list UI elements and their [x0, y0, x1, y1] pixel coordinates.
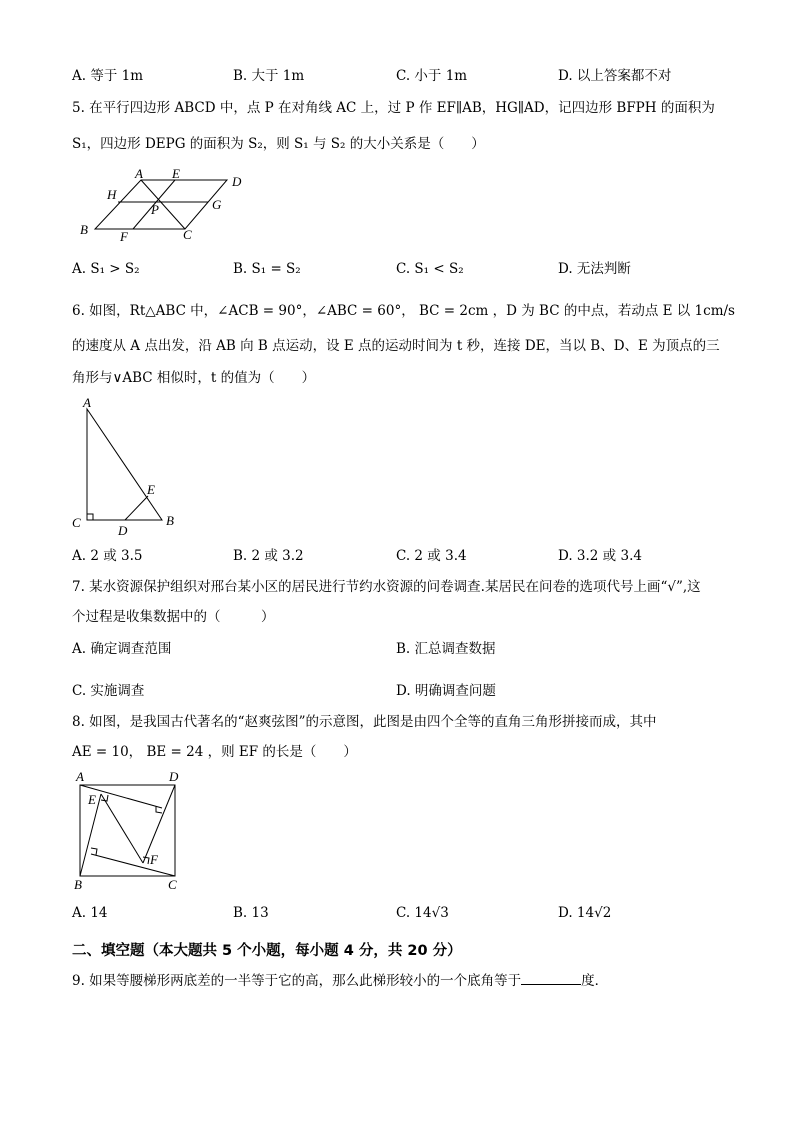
q5-label-h: H [107, 187, 117, 202]
q5-label-d: D [232, 174, 242, 189]
q7-option-a: A. 确定调查范围 [72, 641, 172, 657]
q8-label-a: A [76, 769, 84, 784]
q5-label-f: F [120, 229, 128, 244]
q8-option-d: D. 14√2 [558, 905, 612, 921]
q9-stem-before: 9. 如果等腰梯形两底差的一半等于它的高，那么此梯形较小的一个底角等于 [72, 973, 522, 989]
q8-option-c: C. 14√3 [396, 905, 449, 921]
q5-option-c: C. S₁ < S₂ [396, 261, 464, 277]
q5-label-b: B [80, 222, 88, 237]
q9-answer-blank [521, 972, 581, 985]
q5-option-b: B. S₁ = S₂ [233, 261, 301, 277]
q5-label-p: P [151, 202, 159, 217]
q8-label-e: E [88, 792, 96, 807]
q6-option-c: C. 2 或 3.4 [396, 548, 467, 564]
q8-option-b: B. 13 [233, 905, 269, 921]
q5-label-g: G [212, 197, 222, 212]
q4-option-d: D. 以上答案都不对 [558, 68, 672, 84]
q7-stem-line2: 个过程是收集数据中的（ ） [72, 609, 275, 625]
q4-option-c: C. 小于 1m [396, 68, 468, 84]
q6-option-a: A. 2 或 3.5 [72, 548, 143, 564]
q5-label-c: C [183, 227, 192, 242]
q8-stem-line2: AE = 10， BE = 24 ，则 EF 的长是（ ） [72, 744, 357, 760]
q8-label-b: B [74, 877, 82, 892]
q7-option-b: B. 汇总调查数据 [396, 641, 496, 657]
q8-zhaoshuang-figure [70, 768, 190, 893]
q5-option-a: A. S₁ > S₂ [72, 261, 140, 277]
q5-label-a: A [135, 166, 143, 181]
q6-label-d: D [118, 523, 128, 538]
q9-stem [72, 972, 608, 990]
q8-stem-line1: 8. 如图，是我国古代著名的“赵爽弦图”的示意图，此图是由四个全等的直角三角形拼接而成，其中 [72, 714, 657, 730]
q7-option-c: C. 实施调查 [72, 683, 145, 699]
q5-stem-line1: 5. 在平行四边形 ABCD 中，点 P 在对角线 AC 上，过 P 作 EF∥AB，HG∥AD，记四边形 BFPH 的面积为 [72, 100, 715, 116]
q6-triangle-figure [70, 395, 190, 540]
q5-stem-line2: S₁，四边形 DEPG 的面积为 S₂，则 S₁ 与 S₂ 的大小关系是（ ） [72, 136, 485, 152]
q7-option-d: D. 明确调查问题 [396, 683, 496, 699]
q9-stem-after: 度． [581, 973, 609, 989]
q6-label-a: A [83, 395, 91, 410]
q5-option-d: D. 无法判断 [558, 261, 631, 277]
q7-stem-line1: 7. 某水资源保护组织对邢台某小区的居民进行节约水资源的问卷调查.某居民在问卷的选项代号上画“√”,这 [72, 579, 701, 595]
q6-label-b: B [166, 513, 174, 528]
q5-parallelogram-figure [75, 168, 255, 248]
q6-stem-line3: 角形与∨ABC 相似时，t 的值为（ ） [72, 370, 316, 386]
q6-stem-line2: 的速度从 A 点出发，沿 AB 向 B 点运动，设 E 点的运动时间为 t 秒，连接 DE，当以 B、D、E 为顶点的三 [72, 338, 720, 354]
q8-option-a: A. 14 [72, 905, 108, 921]
q6-label-c: C [72, 515, 81, 530]
q6-option-d: D. 3.2 或 3.4 [558, 548, 642, 564]
q4-option-b: B. 大于 1m [233, 68, 305, 84]
section-header-fill-in: 二、填空题（本大题共 5 个小题，每小题 4 分，共 20 分） [72, 943, 462, 959]
q8-label-c: C [168, 877, 177, 892]
q6-label-e: E [147, 482, 155, 497]
q6-stem-line1: 6. 如图，Rt△ABC 中，∠ACB = 90°，∠ABC = 60°， BC = 2cm ，D 为 BC 的中点，若动点 E 以 1cm/s [72, 303, 735, 319]
q6-option-b: B. 2 或 3.2 [233, 548, 304, 564]
q8-label-f: F [150, 852, 158, 867]
q8-label-d: D [169, 769, 179, 784]
q5-label-e: E [172, 166, 180, 181]
q4-option-a: A. 等于 1m [72, 68, 144, 84]
